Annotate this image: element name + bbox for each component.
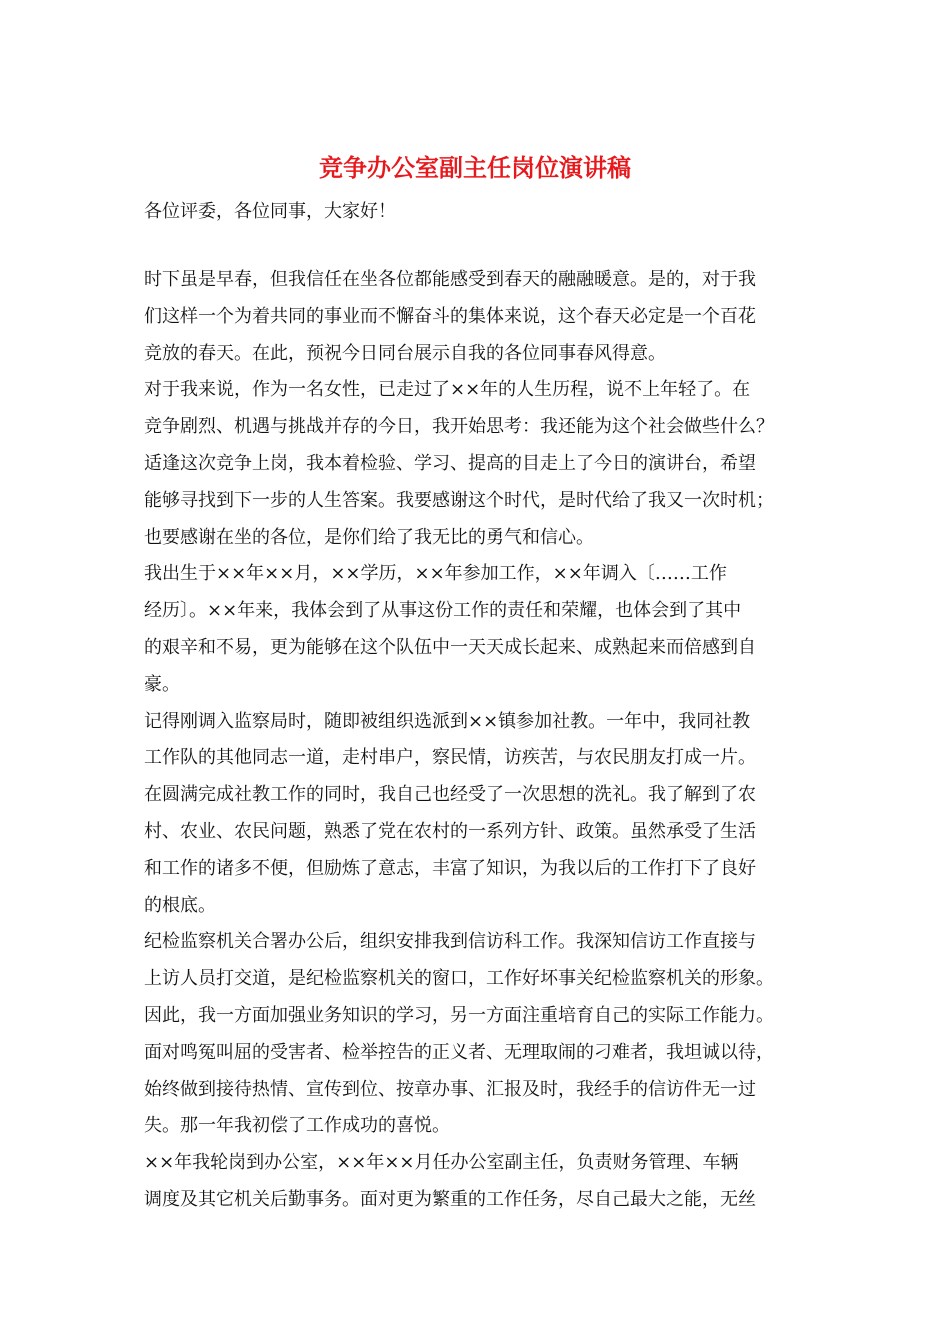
paragraph-line: 们这样一个为着共同的事业而不懈奋斗的集体来说，这个春天必定是一个百花 <box>144 305 756 327</box>
paragraph-line: 对于我来说，作为一名女性，已走过了××年的人生历程，说不上年轻了。在 <box>144 379 751 401</box>
document-title: 竞争办公室副主任岗位演讲稿 <box>319 153 631 182</box>
greeting-line: 各位评委，各位同事，大家好！ <box>144 201 396 222</box>
body-paragraph <box>144 1145 810 1219</box>
paragraph-line: 在圆满完成社教工作的同时，我自己也经受了一次思想的洗礼。我了解到了农 <box>144 784 756 806</box>
paragraph-line: 我出生于××年××月，××学历，××年参加工作，××年调入〔……工作 <box>144 563 727 585</box>
paragraph-line: 记得刚调入监察局时，随即被组织选派到××镇参加社教。一年中，我同社教 <box>144 710 751 732</box>
paragraph-line: 的根底。 <box>144 894 216 916</box>
paragraph-line: 时下虽是早春，但我信任在坐各位都能感受到春天的融融暖意。是的，对于我 <box>144 269 756 290</box>
paragraph-line: 始终做到接待热情、宣传到位、按章办事、汇报及时，我经手的信访件无一过 <box>144 1078 756 1100</box>
paragraph-line: 能够寻找到下一步的人生答案。我要感谢这个时代，是时代给了我又一次时机； <box>144 489 774 511</box>
paragraph-line: 纪检监察机关合署办公后，组织安排我到信访科工作。我深知信访工作直接与 <box>144 931 756 953</box>
paragraph-line: 工作队的其他同志一道，走村串户，察民情，访疾苦，与农民朋友打成一片。 <box>144 747 756 769</box>
paragraph-line: 竞争剧烈、机遇与挑战并存的今日，我开始思考：我还能为这个社会做些什么？ <box>144 416 774 438</box>
paragraph-line: 上访人员打交道，是纪检监察机关的窗口，工作好坏事关纪检监察机关的形象。 <box>144 968 774 990</box>
paragraph-line: 失。那一年我初偿了工作成功的喜悦。 <box>144 1115 450 1137</box>
paragraph-line: 竞放的春天。在此，预祝今日同台展示自我的各位同事春风得意。 <box>144 342 666 364</box>
paragraph-line: 也要感谢在坐的各位，是你们给了我无比的勇气和信心。 <box>144 526 594 548</box>
paragraph-line: 面对鸣冤叫屈的受害者、检举控告的正义者、无理取闹的刁难者，我坦诚以待， <box>144 1041 774 1063</box>
document-body <box>144 262 810 1219</box>
paragraph-line: 调度及其它机关后勤事务。面对更为繁重的工作任务，尽自己最大之能，无丝 <box>144 1188 756 1210</box>
paragraph-line: 的艰辛和不易，更为能够在这个队伍中一天天成长起来、成熟起来而倍感到自 <box>144 636 756 658</box>
paragraph-line: 经历〕。××年来，我体会到了从事这份工作的责任和荣耀，也体会到了其中 <box>144 600 742 622</box>
paragraph-line: 和工作的诸多不便，但励炼了意志，丰富了知识，为我以后的工作打下了良好 <box>144 857 756 879</box>
paragraph-line: 因此，我一方面加强业务知识的学习，另一方面注重培育自己的实际工作能力。 <box>144 1004 774 1026</box>
paragraph-line: 豪。 <box>144 673 180 695</box>
body-paragraph <box>144 372 810 556</box>
body-paragraph <box>144 924 810 1145</box>
paragraph-line: 村、农业、农民问题，熟悉了党在农村的一系列方针、政策。虽然承受了生活 <box>144 820 756 842</box>
body-paragraph <box>144 262 810 372</box>
body-paragraph <box>144 556 810 703</box>
paragraph-line: 适逢这次竞争上岗，我本着检验、学习、提高的目走上了今日的演讲台，希望 <box>144 452 756 474</box>
paragraph-line: ××年我轮岗到办公室，××年××月任办公室副主任，负责财务管理、车辆 <box>144 1152 739 1174</box>
body-paragraph <box>144 704 810 925</box>
